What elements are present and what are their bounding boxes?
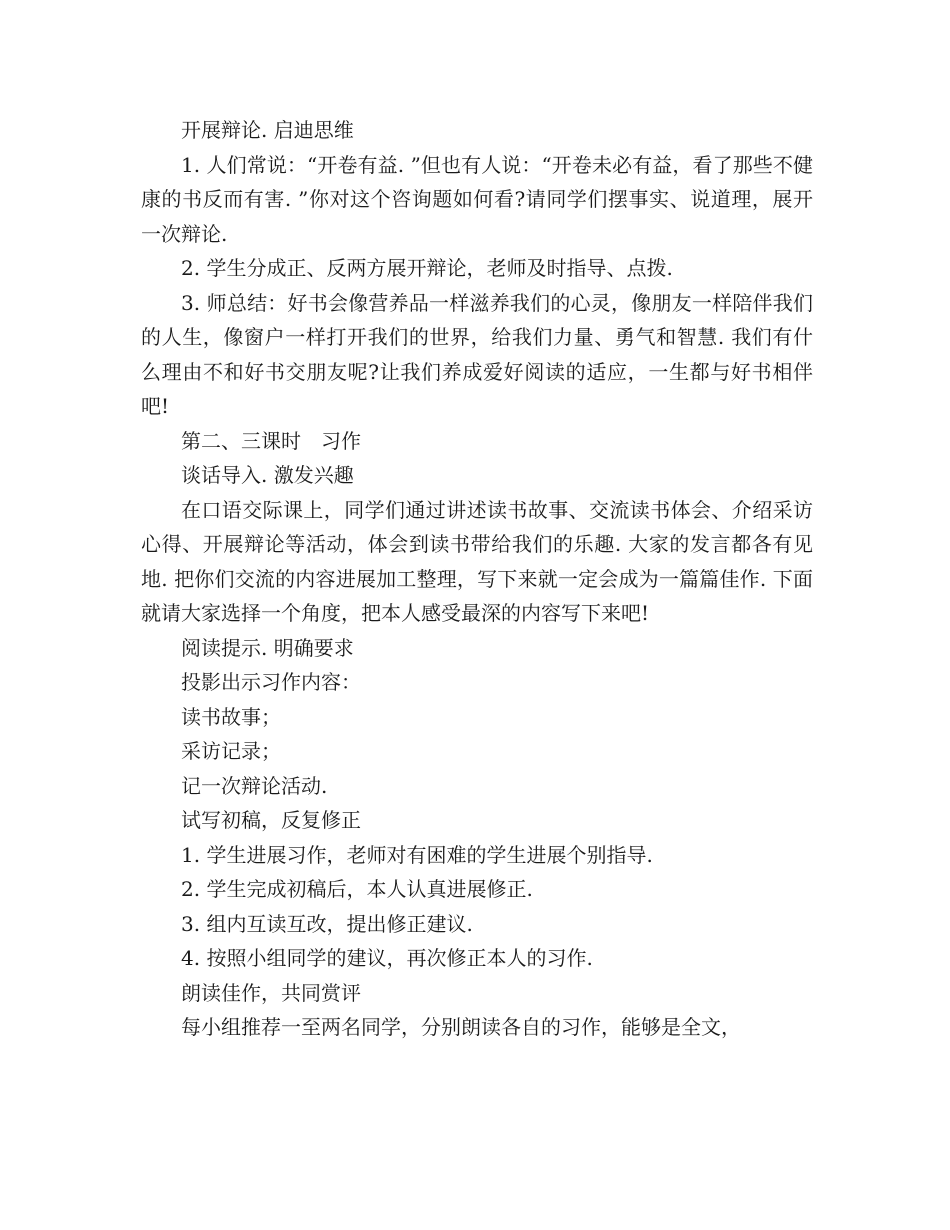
section-heading-intro: 谈话导入. 激发兴趣 [181, 463, 354, 487]
paragraph-projection: 投影出示习作内容： [181, 670, 361, 694]
step-1: 1. 学生进展习作，老师对有困难的学生进展个别指导. [181, 842, 653, 867]
paragraph-group-reading: 每小组推荐一至两名同学，分别朗读各自的习作，能够是全文， [181, 1015, 741, 1039]
step-4: 4. 按照小组同学的建议，再次修正本人的习作. [181, 946, 593, 970]
section-heading-reading-tips: 阅读提示. 明确要求 [181, 635, 354, 660]
section-heading-read-aloud: 朗读佳作，共同赏评 [181, 980, 361, 1005]
section-heading-lesson-2-3: 第二、三课时 习作 [181, 428, 361, 453]
paragraph-teacher-summary: 3. 师总结：好书会像营养品一样滋养我们的心灵，像朋友一样陪伴我们的人生，像窗户一样打开我们的世界，给我们力量、勇气和智慧. 我们有什么理由不和好书交朋友呢?让我们养成爱好阅读的适应，一生都与好书相伴吧! [141, 290, 813, 418]
step-2: 2. 学生完成初稿后，本人认真进展修正. [181, 877, 533, 901]
section-heading-debate: 开展辩论. 启迪思维 [181, 118, 354, 142]
paragraph-debate-question: 1. 人们常说：“开卷有益. ”但也有人说：“开卷未必有益，看了那些不健康的书反而有害. ”你对这个咨询题如何看?请同学们摆事实、说道理，展开一次辩论. [141, 152, 813, 246]
step-3: 3. 组内互读互改，提出修正建议. [181, 911, 473, 936]
list-item-reading-story: 读书故事； [181, 704, 281, 729]
paragraph-debate-split: 2. 学生分成正、反两方展开辩论，老师及时指导、点拨. [181, 256, 673, 280]
list-item-debate-activity: 记一次辩论活动. [181, 773, 328, 798]
section-heading-draft: 试写初稿，反复修正 [181, 808, 361, 832]
document-body [141, 113, 813, 1045]
paragraph-intro: 在口语交际课上，同学们通过讲述读书故事、交流读书体会、介绍采访心得、开展辩论等活动，体会到读书带给我们的乐趣. 大家的发言都各有见地. 把你们交流的内容进展加工整理，写下来就一定会成为一篇篇佳作. 下面就请大家选择一个角度，把本人感受最深的内容写下来吧! [141, 497, 813, 625]
list-item-interview-record: 采访记录； [181, 739, 281, 763]
